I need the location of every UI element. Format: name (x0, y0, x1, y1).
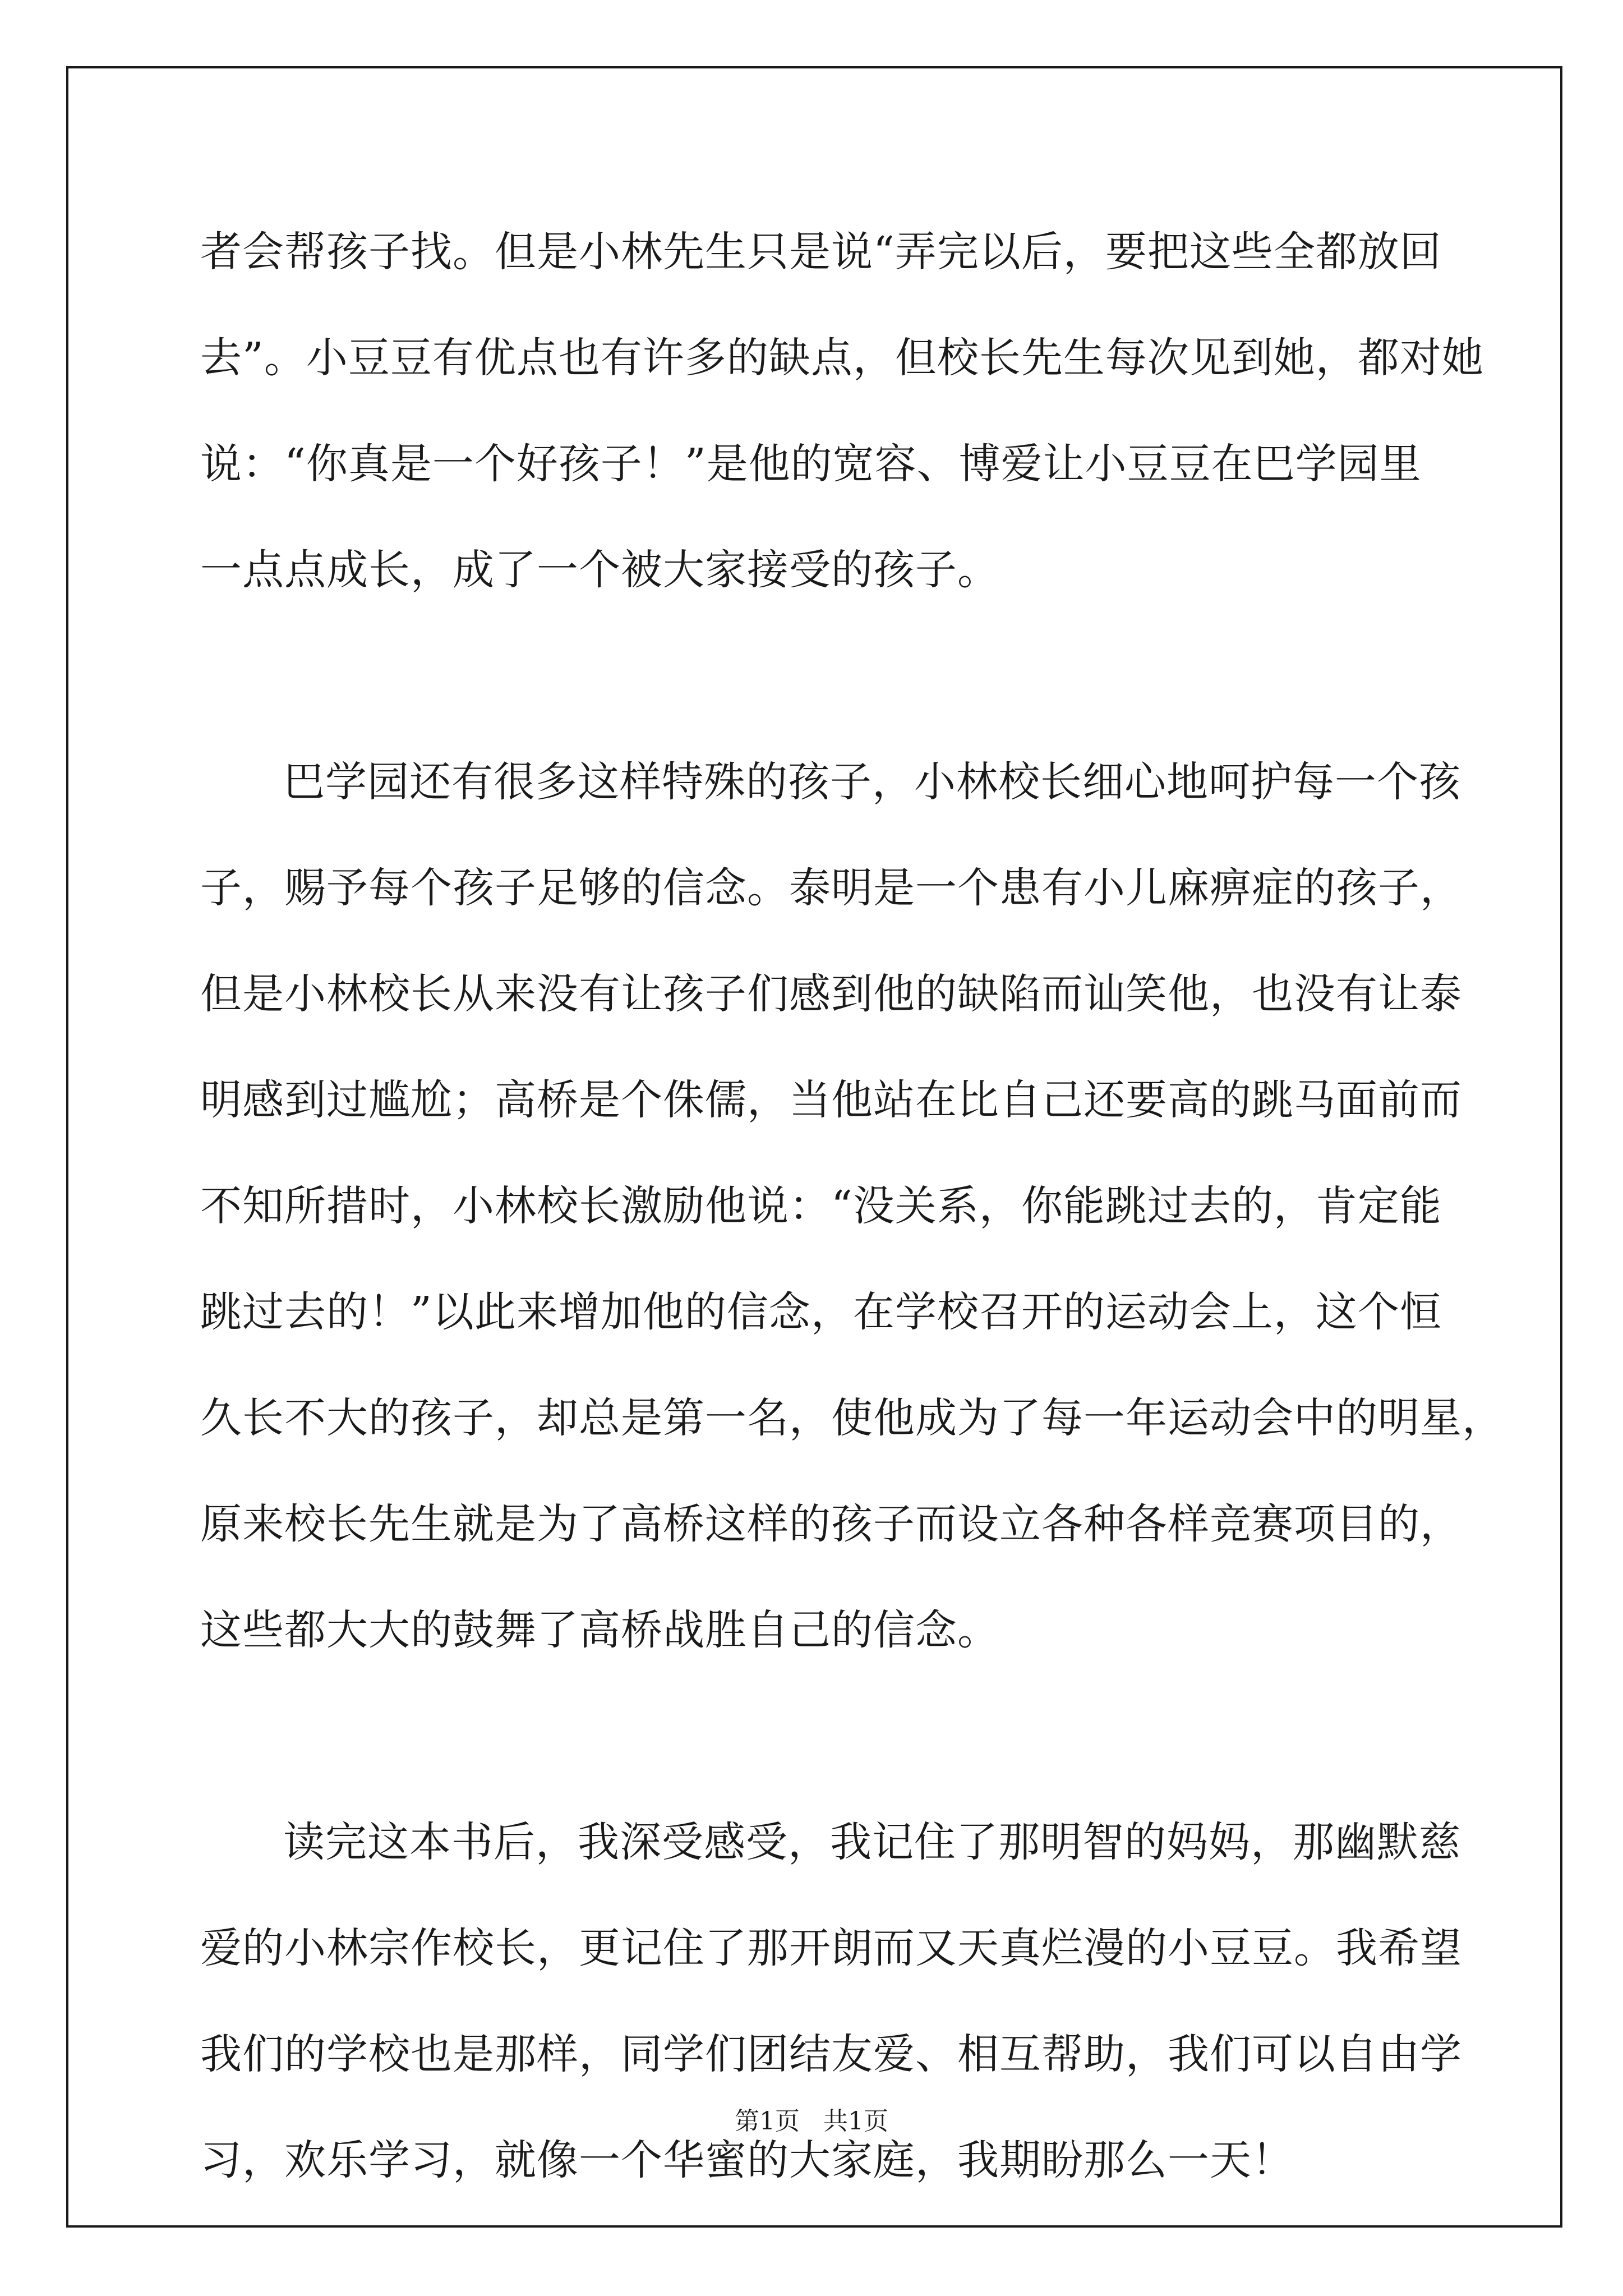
text-line: 但是小林校长从来没有让孩子们感到他的缺陷而讪笑他，也没有让泰 (200, 970, 1462, 1018)
text-line: 者会帮孩子找。但是小林先生只是说“弄完以后，要把这些全都放回 (200, 228, 1442, 276)
page-number: 第1页 共1页 (735, 2107, 888, 2136)
paragraph-gap (200, 623, 1456, 729)
text-line: 明感到过尴尬；高桥是个侏儒，当他站在比自己还要高的跳马面前而 (200, 1076, 1462, 1124)
text-line: 不知所措时，小林校长激励他说：“没关系，你能跳过去的，肯定能 (200, 1182, 1442, 1230)
text-line: 跳过去的！”以此来增加他的信念，在学校召开的运动会上，这个恒 (200, 1288, 1442, 1336)
paragraph-gap (200, 1683, 1456, 1789)
text-line: 我们的学校也是那样，同学们团结友爱、相互帮助，我们可以自由学 (200, 2030, 1462, 2078)
text-line: 原来校长先生就是为了高桥这样的孩子而设立各种各样竞赛项目的， (200, 1500, 1462, 1548)
text-line: 读完这本书后，我深受感受，我记住了那明智的妈妈，那幽默慈 (283, 1818, 1461, 1866)
text-line: 久长不大的孩子，却总是第一名，使他成为了每一年运动会中的明星， (200, 1394, 1504, 1442)
text-line: 这些都大大的鼓舞了高桥战胜自己的信念。 (200, 1606, 999, 1654)
text-line: 巴学园还有很多这样特殊的孩子，小林校长细心地呵护每一个孩 (283, 758, 1461, 806)
text-line: 说：“你真是一个好孩子！”是他的宽容、博爱让小豆豆在巴学园里 (200, 440, 1422, 488)
text-line: 子，赐予每个孩子足够的信念。泰明是一个患有小儿麻痹症的孩子， (200, 864, 1462, 912)
text-line: 一点点成长，成了一个被大家接受的孩子。 (200, 546, 999, 594)
text-line: 去”。小豆豆有优点也有许多的缺点，但校长先生每次见到她，都对她 (200, 334, 1484, 382)
text-line: 爱的小林宗作校长，更记住了那开朗而又天真烂漫的小豆豆。我希望 (200, 1924, 1462, 1972)
document-body (200, 199, 1504, 2214)
text-line: 习，欢乐学习，就像一个华蜜的大家庭，我期盼那么一天！ (200, 2136, 1294, 2184)
